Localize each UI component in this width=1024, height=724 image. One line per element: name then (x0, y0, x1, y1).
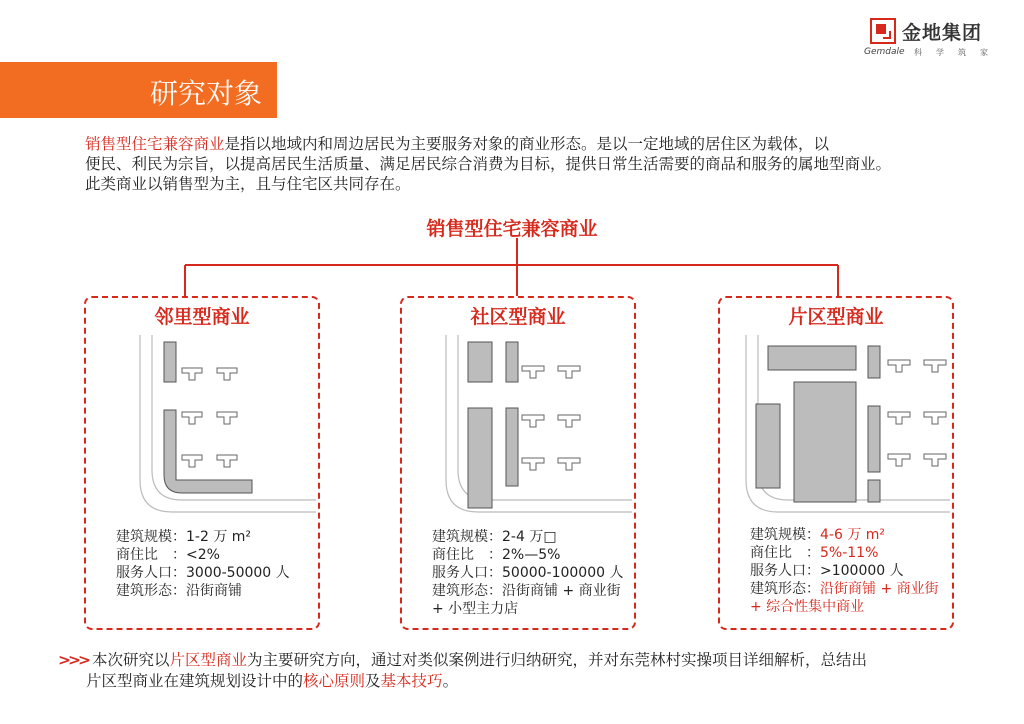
community-site-plan (408, 330, 632, 520)
neighborhood-site-plan (92, 330, 316, 520)
info-value: 5%-11% (820, 545, 879, 561)
conclusion-text: 本次研究以 (91, 651, 170, 669)
info-value: 沿街商铺 (186, 583, 242, 599)
info-value: 1-2 万 m² (186, 529, 252, 545)
conclusion-paragraph (58, 650, 978, 692)
type-box-district (718, 296, 954, 630)
type-title: 社区型商业 (470, 306, 566, 328)
type-title: 片区型商业 (788, 306, 884, 328)
info-value: 2%—5% (502, 547, 561, 563)
type-box-community (400, 296, 636, 630)
info-row: 服务人口：50000-100000 人 (432, 565, 624, 581)
type-info (116, 528, 290, 600)
page-title: 研究对象 (150, 77, 263, 110)
type-title: 邻里型商业 (154, 306, 250, 328)
info-value: 50000-100000 人 (502, 565, 624, 581)
tree-root-label: 销售型住宅兼容商业 (426, 218, 598, 240)
logo-brand-cn: 金地集团 (902, 22, 983, 44)
info-row: 建筑规模：4-6 万 m² (750, 527, 886, 543)
info-row: 商住比 ：<2% (116, 547, 220, 563)
intro-line2: 便民、利民为宗旨，以提高居民生活质量、满足居民综合消费为目标，提供日常生活需要的商品和服务的属地型商业。 (85, 155, 892, 173)
intro-line1: 是指以地域内和周边居民为主要服务对象的商业形态。是以一定地域的居住区为载体，以 (224, 135, 830, 153)
conclusion-text: 为主要研究方向，通过对类似案例进行归纳研究，并对东莞林村实操项目详细解析，总结出 (247, 651, 868, 669)
info-value: 4-6 万 m² (820, 527, 886, 543)
info-extra: + 综合性集中商业 (750, 599, 865, 615)
info-row: 服务人口：>100000 人 (750, 563, 904, 579)
info-row: 建筑形态：沿街商铺 (116, 583, 242, 599)
info-row: 建筑规模：1-2 万 m² (116, 529, 252, 545)
conclusion-text: 及 (365, 672, 381, 690)
logo-brand-en: Gemdale (864, 47, 905, 57)
info-row: 商住比 ：2%—5% (432, 547, 561, 563)
info-row: 建筑规模：2-4 万□ (432, 529, 557, 545)
info-extra: + 小型主力店 (432, 601, 519, 617)
info-value: 2-4 万□ (502, 529, 557, 545)
type-box-neighborhood (84, 296, 320, 630)
district-site-plan (726, 330, 950, 520)
logo-slogan: 科学筑家 (914, 48, 1002, 57)
info-value: 沿街商铺 + 商业街 (502, 583, 621, 599)
type-info (432, 528, 623, 618)
info-value: >100000 人 (820, 563, 904, 579)
conclusion-text: 片区型商业在建筑规划设计中的 (86, 672, 304, 690)
conclusion-highlight: 核心原则 (303, 672, 366, 690)
info-value: 3000-50000 人 (186, 565, 290, 581)
info-row: 商住比 ：5%-11% (750, 545, 879, 561)
info-row: 建筑形态：沿街商铺 + 商业街 (432, 583, 621, 599)
arrows-icon: >>> (58, 651, 88, 669)
conclusion-text: 。 (442, 672, 459, 690)
info-value: <2% (186, 547, 220, 563)
conclusion-highlight: 基本技巧 (380, 672, 443, 690)
type-info (750, 526, 939, 616)
conclusion-highlight: 片区型商业 (169, 651, 247, 669)
intro-highlight: 销售型住宅兼容商业 (85, 135, 225, 153)
info-row: 建筑形态：沿街商铺 + 商业街 (750, 581, 939, 597)
info-value: 沿街商铺 + 商业街 (820, 581, 939, 597)
intro-line3: 此类商业以销售型为主，且与住宅区共同存在。 (85, 175, 411, 193)
info-row: 服务人口：3000-50000 人 (116, 565, 290, 581)
